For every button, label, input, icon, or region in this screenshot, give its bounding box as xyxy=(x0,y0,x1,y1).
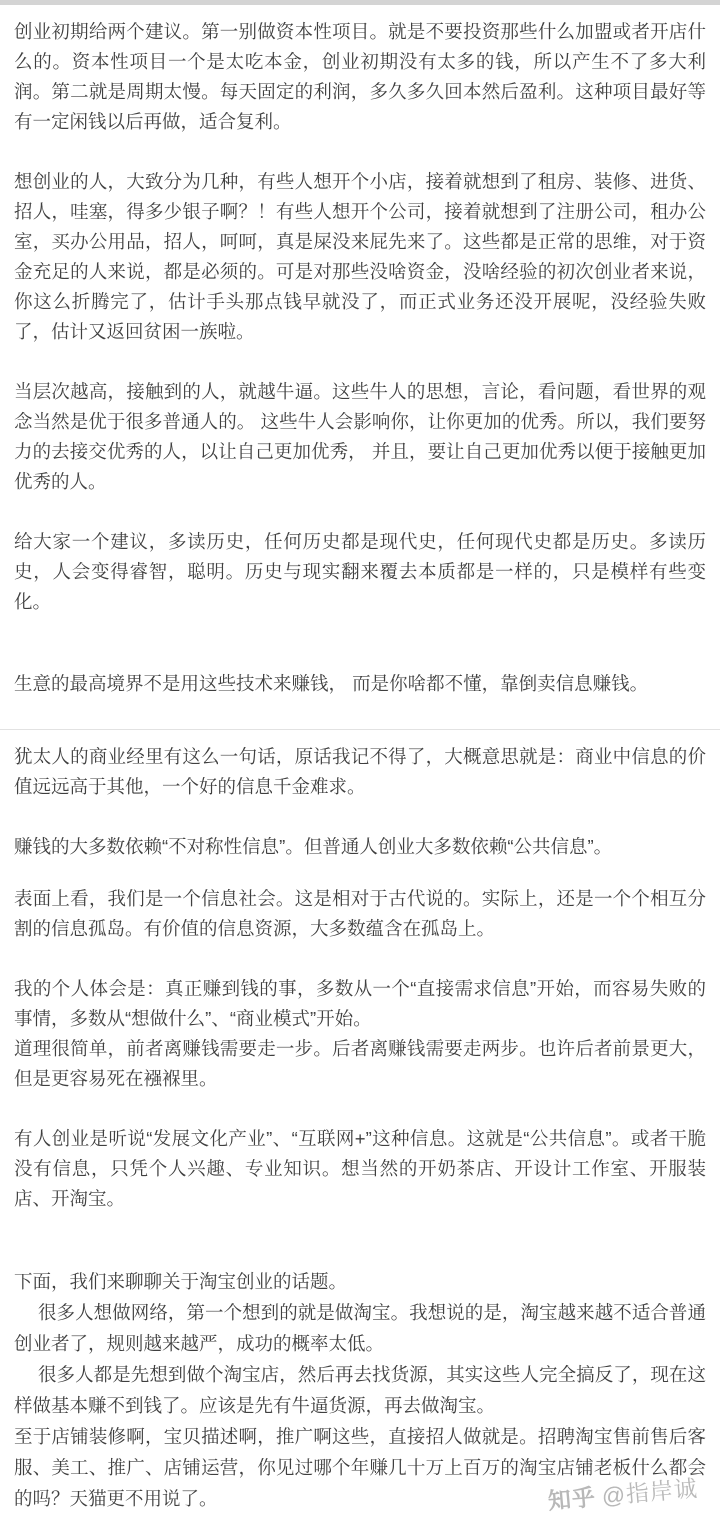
zhihu-logo-text: 知乎 xyxy=(546,1483,597,1514)
paragraph-taobao-intro: 下面，我们来聊聊关于淘宝创业的话题。 xyxy=(14,1271,348,1292)
paragraph-business-peak: 生意的最高境界不是用这些技术来赚钱， 而是你啥都不懂，靠倒卖信息赚钱。 xyxy=(14,673,649,694)
paragraph-networking: 当层次越高，接触到的人，就越牛逼。这些牛人的思想，言论，看问题，看世界的观念当然是优于很多普通人的。 这些牛人会影响你，让你更加的优秀。所以，我们要努力的去接交优秀的人，以让自己更加优秀， 并且，要让自己更加优秀以便于接触更加优秀的人。 xyxy=(14,381,706,492)
paragraph-asymmetric-info: 赚钱的大多数依赖“不对称性信息”。但普通人创业大多数依赖“公共信息”。 xyxy=(14,836,613,857)
paragraph-founder-types: 想创业的人，大致分为几种，有些人想开个小店，接着就想到了租房、装修、进货、招人，哇塞，得多少银子啊？！有些人想开个公司，接着就想到了注册公司，租办公室，买办公用品，招人，呵呵，真是屎没来屁先来了。这些都是正常的思维，对于资金充足的人来说，都是必须的。可是对那些没啥资金，没啥经验的初次创业者来说，你这么折腾完了，估计手头那点钱早就没了，而正式业务还没开展呢，没经验失败了，估计又返回贫困一族啦。 xyxy=(14,171,706,342)
paragraph-taobao-hiring: 至于店铺装修啊，宝贝描述啊，推广啊这些，直接招人做就是。招聘淘宝售前售后客服、美工、推广、店铺运营，你见过哪个年赚几十万上百万的淘宝店铺老板什么都会的吗？天猫更不用说了。 xyxy=(14,1426,706,1509)
taobao-section xyxy=(14,1266,706,1514)
paragraph-taobao-supply-first: 很多人都是先想到做个淘宝店，然后再去找货源，其实这些人完全搞反了，现在这样做基本赚不到钱了。应该是先有牛逼货源，再去做淘宝。 xyxy=(14,1364,706,1416)
article-body xyxy=(0,5,720,1514)
paragraph-taobao-unsuitable: 很多人想做网络，第一个想到的就是做淘宝。我想说的是，淘宝越来越不适合普通创业者了，规则越来越严，成功的概率太低。 xyxy=(14,1302,706,1354)
paragraph-startup-advice: 创业初期给两个建议。第一别做资本性项目。就是不要投资那些什么加盟或者开店什么的。资本性项目一个是太吃本金，创业初期没有太多的钱，所以产生不了多大利润。第二就是周期太慢。每天固定的利润，多久多久回本然后盈利。这种项目最好等有一定闲钱以后再做，适合复利。 xyxy=(14,21,706,132)
paragraph-public-info-startups: 有人创业是听说“发展文化产业”、“互联网+”这种信息。这就是“公共信息”。或者干脆没有信息，只凭个人兴趣、专业知识。想当然的开奶茶店、开设计工作室、开服装店、开淘宝。 xyxy=(14,1128,706,1209)
paragraph-jewish-business: 犹太人的商业经里有这么一句话，原话我记不得了，大概意思就是：商业中信息的价值远远高于其他，一个好的信息千金难求。 xyxy=(14,746,706,797)
paragraph-info-islands: 表面上看，我们是一个信息社会。这是相对于古代说的。实际上，还是一个个相互分割的信息孤岛。有价值的信息资源，大多数蕴含在孤岛上。 xyxy=(14,888,706,939)
section-divider xyxy=(0,729,720,730)
watermark-author: @指岸诚 xyxy=(600,1474,699,1510)
paragraph-one-step-two-steps: 道理很简单，前者离赚钱需要走一步。后者离赚钱需要走两步。也许后者前景更大，但是更容易死在襁褓里。 xyxy=(14,1038,706,1089)
paragraph-personal-experience: 我的个人体会是：真正赚到钱的事，多数从一个“直接需求信息”开始，而容易失败的事情，多数从“想做什么”、“商业模式”开始。 xyxy=(14,978,706,1029)
paragraph-read-history: 给大家一个建议，多读历史，任何历史都是现代史，任何现代史都是历史。多读历史，人会变得睿智，聪明。历史与现实翻来覆去本质都是一样的，只是模样有些变化。 xyxy=(14,531,706,612)
